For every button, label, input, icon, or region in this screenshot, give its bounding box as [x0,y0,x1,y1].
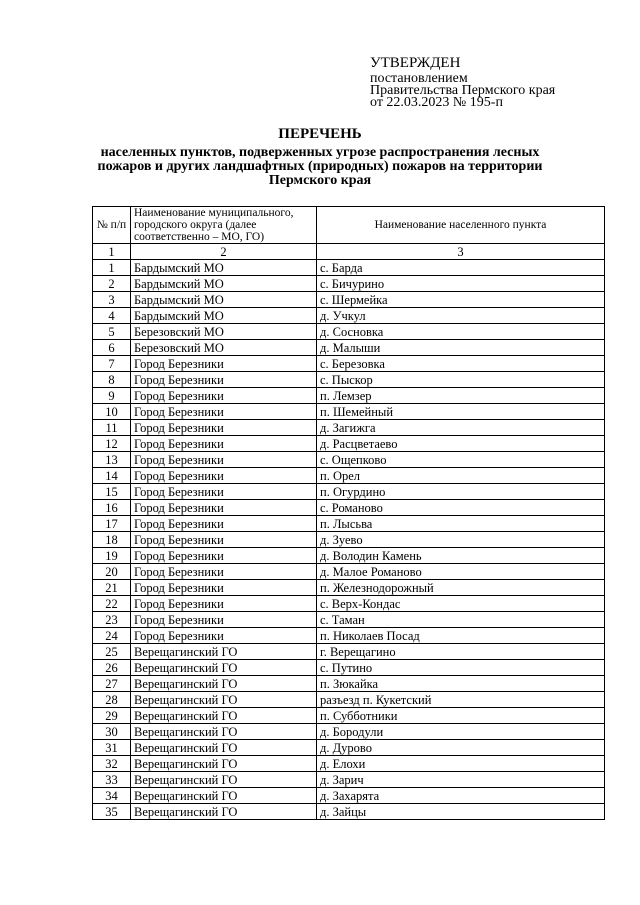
settlement-name: д. Зайцы [317,804,605,820]
row-number: 26 [93,660,131,676]
header-settlement: Наименование населенного пункта [317,207,605,244]
table-row [93,756,605,772]
municipality-name: Верещагинский ГО [131,676,317,692]
settlement-name: разъезд п. Кукетский [317,692,605,708]
settlement-name: с. Ощепково [317,452,605,468]
table-row [93,452,605,468]
settlement-name: д. Зуево [317,532,605,548]
settlement-name: с. Таман [317,612,605,628]
row-number: 27 [93,676,131,692]
row-number: 34 [93,788,131,804]
settlement-name: д. Володин Камень [317,548,605,564]
settlements-table [92,206,605,820]
settlement-name: п. Николаев Посад [317,628,605,644]
settlement-name: д. Малыши [317,340,605,356]
row-number: 32 [93,756,131,772]
table-row [93,468,605,484]
settlement-name: д. Расцветаево [317,436,605,452]
table-row [93,644,605,660]
municipality-name: Верещагинский ГО [131,724,317,740]
row-number: 4 [93,308,131,324]
approval-heading: УТВЕРЖДЕН [370,55,461,71]
row-number: 15 [93,484,131,500]
table-row [93,564,605,580]
municipality-name: Город Березники [131,484,317,500]
column-number-2: 2 [131,244,317,260]
table-row [93,276,605,292]
table-row [93,308,605,324]
column-number-1: 1 [93,244,131,260]
municipality-name: Город Березники [131,548,317,564]
settlement-name: п. Зюкайка [317,676,605,692]
municipality-name: Город Березники [131,500,317,516]
approval-line-3: от 22.03.2023 № 195-п [370,95,503,110]
settlement-name: д. Малое Романово [317,564,605,580]
row-number: 11 [93,420,131,436]
table-row [93,532,605,548]
municipality-name: Город Березники [131,436,317,452]
municipality-name: Верещагинский ГО [131,692,317,708]
municipality-name: Город Березники [131,596,317,612]
row-number: 17 [93,516,131,532]
municipality-name: Бардымский МО [131,292,317,308]
settlement-name: с. Бичурино [317,276,605,292]
municipality-name: Верещагинский ГО [131,708,317,724]
settlement-name: п. Лемзер [317,388,605,404]
column-number-3: 3 [317,244,605,260]
table-row [93,500,605,516]
row-number: 16 [93,500,131,516]
table-row [93,372,605,388]
settlement-name: п. Железнодорожный [317,580,605,596]
settlement-name: с. Верх-Кондас [317,596,605,612]
settlement-name: г. Верещагино [317,644,605,660]
settlement-name: с. Романово [317,500,605,516]
municipality-name: Березовский МО [131,340,317,356]
table-row [93,724,605,740]
settlement-name: п. Лысьва [317,516,605,532]
municipality-name: Березовский МО [131,324,317,340]
row-number: 30 [93,724,131,740]
settlement-name: д. Загижга [317,420,605,436]
row-number: 19 [93,548,131,564]
settlement-name: д. Дурово [317,740,605,756]
row-number: 1 [93,260,131,276]
row-number: 33 [93,772,131,788]
header-number: № п/п [93,207,131,244]
table-row [93,404,605,420]
row-number: 35 [93,804,131,820]
approval-line-2: Правительства Пермского края [370,83,556,98]
row-number: 8 [93,372,131,388]
table-row [93,596,605,612]
row-number: 10 [93,404,131,420]
header-municipality: Наименование муниципального, городского округа (далее соответственно – МО, ГО) [131,207,317,244]
municipality-name: Верещагинский ГО [131,660,317,676]
municipality-name: Верещагинский ГО [131,756,317,772]
municipality-name: Город Березники [131,356,317,372]
municipality-name: Город Березники [131,468,317,484]
table-row [93,580,605,596]
row-number: 6 [93,340,131,356]
row-number: 25 [93,644,131,660]
municipality-name: Город Березники [131,580,317,596]
approval-stamp [370,56,555,109]
row-number: 13 [93,452,131,468]
table-row [93,676,605,692]
row-number: 7 [93,356,131,372]
settlement-name: п. Субботники [317,708,605,724]
row-number: 20 [93,564,131,580]
table-row [93,388,605,404]
municipality-name: Бардымский МО [131,308,317,324]
settlement-name: д. Елохи [317,756,605,772]
table-row [93,692,605,708]
row-number: 12 [93,436,131,452]
settlement-name: д. Зарич [317,772,605,788]
row-number: 9 [93,388,131,404]
municipality-name: Верещагинский ГО [131,644,317,660]
table-row [93,420,605,436]
table-row [93,292,605,308]
table-row [93,548,605,564]
settlement-name: д. Бородули [317,724,605,740]
settlement-name: с. Путино [317,660,605,676]
municipality-name: Верещагинский ГО [131,740,317,756]
table-row [93,324,605,340]
settlement-name: п. Шемейный [317,404,605,420]
row-number: 3 [93,292,131,308]
settlement-name: с. Барда [317,260,605,276]
table-row [93,740,605,756]
row-number: 2 [93,276,131,292]
settlement-name: д. Захарята [317,788,605,804]
approval-line-1: постановлением [370,71,468,86]
settlement-name: с. Березовка [317,356,605,372]
settlement-name: п. Огурдино [317,484,605,500]
table-row [93,260,605,276]
table-row [93,804,605,820]
table-row [93,628,605,644]
row-number: 14 [93,468,131,484]
document-subtitle: населенных пунктов, подверженных угрозе распространения лесных пожаров и других ландшафтных (природных) пожаров на территории Пермского края [97,145,543,188]
municipality-name: Верещагинский ГО [131,788,317,804]
document-title: ПЕРЕЧЕНЬ [278,126,362,142]
municipality-name: Верещагинский ГО [131,804,317,820]
row-number: 29 [93,708,131,724]
table-row [93,436,605,452]
row-number: 21 [93,580,131,596]
municipality-name: Город Березники [131,628,317,644]
table-row [93,484,605,500]
municipality-name: Город Березники [131,388,317,404]
municipality-name: Город Березники [131,564,317,580]
table-row [93,516,605,532]
municipality-name: Город Березники [131,516,317,532]
municipality-name: Город Березники [131,612,317,628]
municipality-name: Город Березники [131,372,317,388]
row-number: 28 [93,692,131,708]
settlement-name: с. Пыскор [317,372,605,388]
settlement-name: с. Шермейка [317,292,605,308]
table-row [93,340,605,356]
settlement-name: д. Сосновка [317,324,605,340]
table-row [93,612,605,628]
municipality-name: Город Березники [131,452,317,468]
table-row [93,356,605,372]
table-row [93,708,605,724]
table-row [93,772,605,788]
municipality-name: Город Березники [131,532,317,548]
row-number: 22 [93,596,131,612]
row-number: 31 [93,740,131,756]
row-number: 24 [93,628,131,644]
municipality-name: Бардымский МО [131,276,317,292]
row-number: 18 [93,532,131,548]
table-row [93,660,605,676]
row-number: 5 [93,324,131,340]
column-number-row [93,244,605,260]
row-number: 23 [93,612,131,628]
municipality-name: Город Березники [131,420,317,436]
municipality-name: Бардымский МО [131,260,317,276]
settlement-name: д. Учкул [317,308,605,324]
municipality-name: Верещагинский ГО [131,772,317,788]
settlement-name: п. Орел [317,468,605,484]
table-header-row [93,207,605,244]
table-row [93,788,605,804]
municipality-name: Город Березники [131,404,317,420]
